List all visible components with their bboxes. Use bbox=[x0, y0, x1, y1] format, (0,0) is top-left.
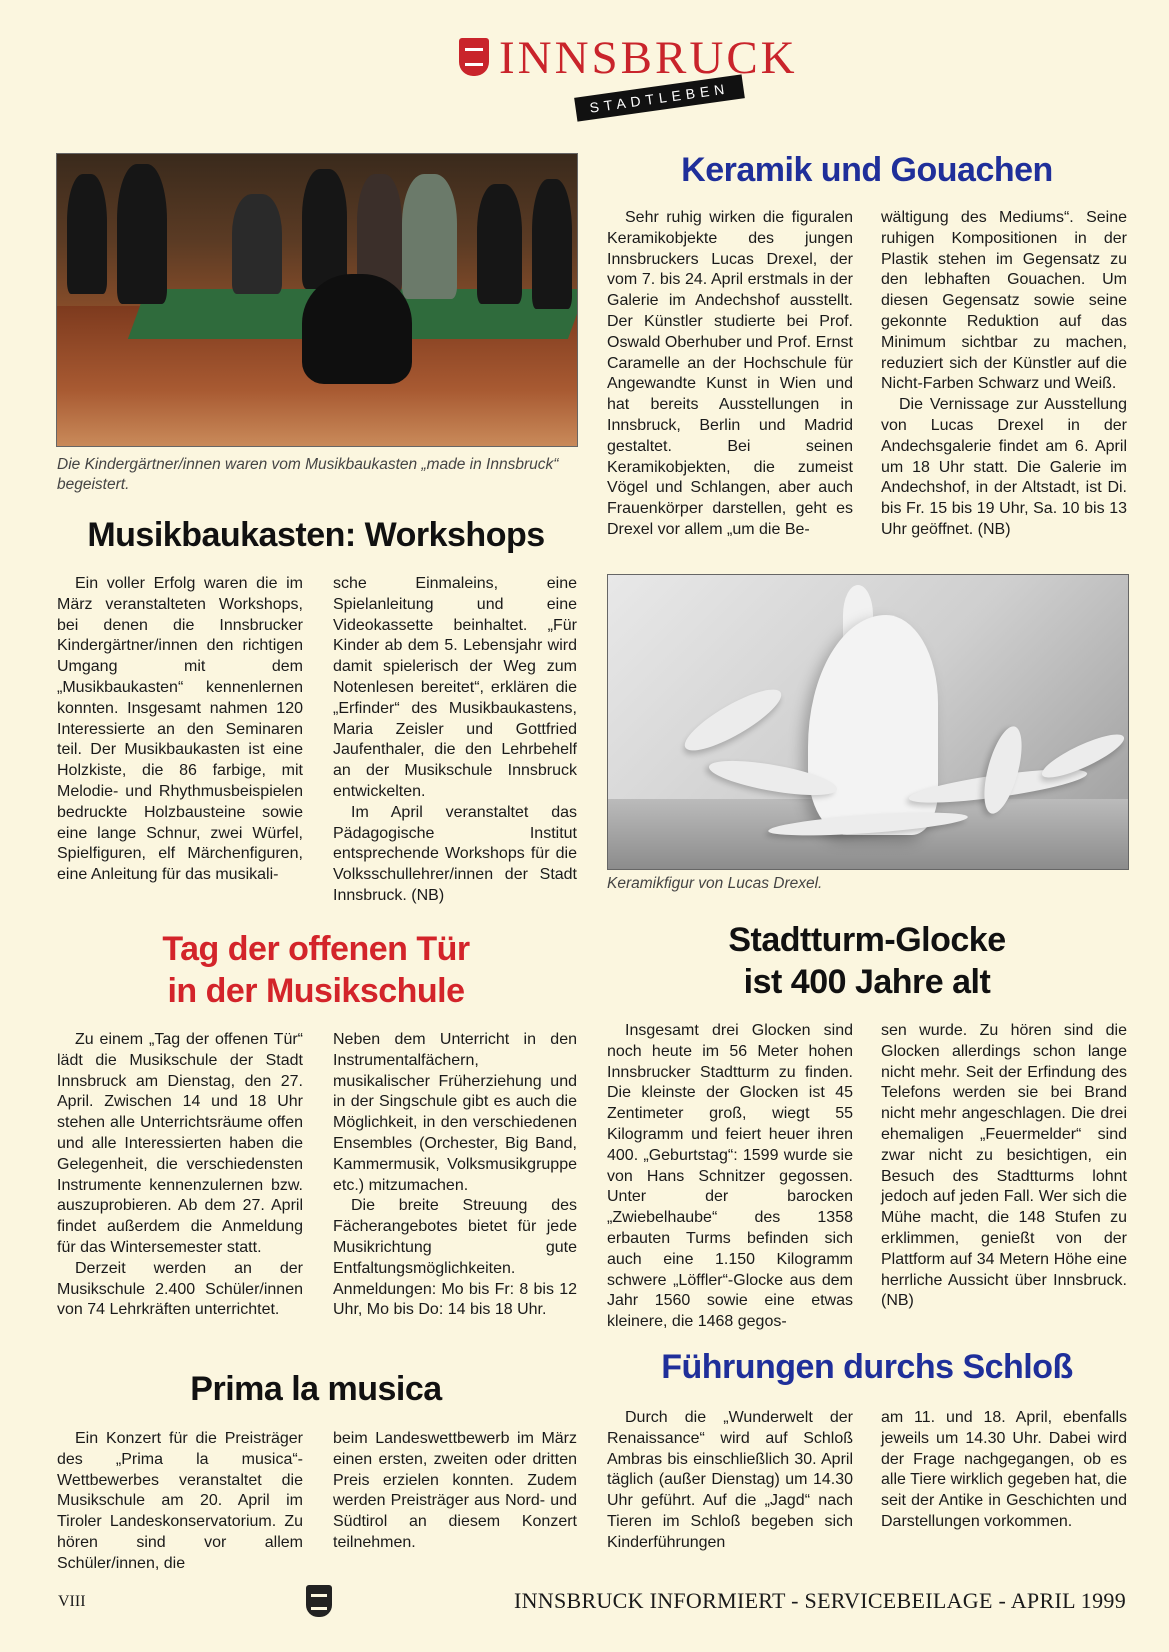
workshop-photo bbox=[56, 153, 578, 447]
schloss-paragraph: Durch die „Wunderwelt der Renaissance“ wird auf Schloß Ambras bis einschließlich 30. April täglich (außer Dienstag) um 14.30 Uhr geführt. Auf die „Jagd“ nach Tieren im Schloß begeben sich Kinderführungen bbox=[607, 1409, 853, 1551]
publication-footer: INNSBRUCK INFORMIERT - SERVICEBEILAGE - APRIL 1999 bbox=[513, 1588, 1126, 1613]
prima-headline: Prima la musica bbox=[190, 1370, 442, 1408]
stadtturm-column-1 bbox=[607, 1021, 853, 1333]
keramik-paragraph: Sehr ruhig wirken die figuralen Keramikobjekte des jungen Innsbruckers Lucas Drexel, der vom 7. bis 24. April erstmals in der Galerie im Andechshof ausstellt. Der Künstler studierte bei Prof. Oswald Oberhuber und Prof. Ernst Caramelle an der Hochschule für Angewandte Kunst in Wien und hat bereits Ausstellungen in Innsbruck, Berlin und Madrid gestaltet. Bei seinen Keramikobjekten, die zumeist Vögel und Schlangen, aber auch Frauenkörper darstellen, geht es Drexel vor allem „um die Be- bbox=[607, 209, 853, 538]
musikbaukasten-paragraph: sche Einmaleins, eine Spielanleitung und eine Videokassette beinhaltet. „Für Kinder ab dem 5. Lebensjahr wird damit spielerisch der Weg zum Notenlesen bereitet“, erklären die „Erfinder“ des Musikbaukastens, Maria Zeisler und Gottfried Jaufenthaler, die den Lehrbehelf an der Musikschule Innsbruck entwickelten. bbox=[333, 575, 577, 800]
stadtturm-paragraph: sen wurde. Zu hören sind die Glocken allerdings schon lange nicht mehr. Seit der Erfindung des Telefons werden sie bei Brand nicht mehr angeschlagen. Die drei ehemaligen „Feuermelder“ sind zwar nicht zu besichtigen, ein Besuch des Stadtturms lohnt jedoch auf jeden Fall. Wer sich die Mühe macht, die 148 Stufen zu erklimmen, genießt von der Plattform auf 34 Metern Höhe eine herrliche Aussicht über Innsbruck. (NB) bbox=[881, 1022, 1127, 1310]
masthead-subtitle: STADTLEBEN bbox=[574, 74, 744, 121]
stadtturm-column-2 bbox=[881, 1021, 1127, 1312]
musikschule-paragraph: Zu einem „Tag der offenen Tür“ lädt die Musikschule der Stadt Innsbruck am Dienstag, den 27. April. Zwischen 14 und 18 Uhr stehen alle Unterrichtsräume offen und alle Interessierten haben die Gelegenheit, die verschiedensten Instrumente kennenzulernen bzw. auszuprobieren. Ab dem 27. April findet außerdem die Anmeldung für das Wintersemester statt. bbox=[57, 1031, 303, 1256]
innsbruck-crest-icon bbox=[459, 38, 489, 76]
musikschule-paragraph: Die breite Streuung des Fächerangebotes bietet für jede Musikrichtung gute Entfaltungsmöglichkeiten. Anmeldungen: Mo bis Fr: 8 bis 12 Uhr, Mo bis Do: 14 bis 18 Uhr. bbox=[333, 1197, 577, 1319]
stadtturm-headline-line-2: ist 400 Jahre alt bbox=[743, 963, 991, 1001]
musikschule-headline-line-1: Tag der offenen Tür bbox=[162, 930, 470, 968]
musikbaukasten-column-2 bbox=[333, 574, 577, 907]
masthead-title: INNSBRUCK bbox=[499, 32, 798, 84]
schloss-headline: Führungen durchs Schloß bbox=[661, 1348, 1073, 1386]
keramik-column-1 bbox=[607, 208, 853, 541]
prima-paragraph: Ein Konzert für die Preisträger des „Prima la musica“-Wettbewerbes veranstaltet die Musikschule am 20. April im Tiroler Landeskonservatorium. Zu hören sind vor allem Schüler/innen, die bbox=[57, 1430, 303, 1572]
keramik-paragraph: Die Vernissage zur Ausstellung von Lucas Drexel in der Andechsgalerie findet am 6. April um 18 Uhr statt. Die Galerie im Andechshof, in der Altstadt, ist Di. bis Fr. 15 bis 19 Uhr, Sa. 10 bis 13 Uhr geöffnet. (NB) bbox=[881, 396, 1127, 538]
musikschule-column-2 bbox=[333, 1030, 577, 1321]
musikschule-column-1 bbox=[57, 1030, 303, 1321]
musikschule-paragraph: Neben dem Unterricht in den Instrumentalfächern, musikalischer Früherziehung und in der Singschule gibt es auch die Möglichkeit, in den verschiedenen Ensembles (Orchester, Big Band, Kammermusik, Volksmusikgruppe etc.) mitzumachen. bbox=[333, 1031, 577, 1194]
keramik-headline: Keramik und Gouachen bbox=[681, 151, 1053, 189]
ceramic-photo-caption: Keramikfigur von Lucas Drexel. bbox=[607, 875, 823, 892]
keramik-paragraph: wältigung des Mediums“. Seine ruhigen Kompositionen in der Plastik stehen im Gegensatz zu den lebhaften Gouachen. Um diesen Gegensatz sowie seine gekonnte Reduktion auf das Minimum sichtbar zu machen, reduziert sich der Künstler auf die Nicht-Farben Schwarz und Weiß. bbox=[881, 209, 1127, 393]
stadtturm-headline bbox=[607, 919, 1127, 1003]
footer-crest-icon bbox=[306, 1585, 332, 1617]
musikbaukasten-column-1 bbox=[57, 574, 303, 886]
musikschule-paragraph: Derzeit werden an der Musikschule 2.400 Schüler/innen von 74 Lehrkräften unterrichtet. bbox=[57, 1259, 303, 1319]
schloss-paragraph: am 11. und 18. April, ebenfalls jeweils um 14.30 Uhr. Dabei wird der Frage nachgegangen, ob es alle Tiere wirklich gegeben hat, die seit der Antike in Geschichten und Darstellungen vorkommen. bbox=[881, 1409, 1127, 1530]
schloss-column-2 bbox=[881, 1408, 1127, 1533]
musikschule-headline-line-2: in der Musikschule bbox=[167, 972, 465, 1010]
stadtturm-paragraph: Insgesamt drei Glocken sind noch heute im 56 Meter hohen Innsbrucker Stadtturm zu finden. Die kleinste der Glocken ist 45 Zentimeter groß, wiegt 55 Kilogramm und feiert heuer ihren 400. „Geburtstag“: 1599 wurde sie von Hans Schnitzer gegossen. Unter der barocken „Zwiebelhaube“ des 1358 erbauten Turms befinden sich auch eine 1.150 Kilogramm schwere „Löffler“-Glocke aus dem Jahr 1560 sowie eine etwas kleinere, die 1468 gegos- bbox=[607, 1022, 853, 1331]
page-number: VIII bbox=[58, 1593, 86, 1610]
musikbaukasten-paragraph: Ein voller Erfolg waren die im März veranstalteten Workshops, bei denen die Innsbrucker Kindergärtner/innen den richtigen Umgang mit dem „Musikbaukasten“ kennenlernen konnten. Insgesamt nahmen 120 Interessierte an den Seminaren teil. Der Musikbaukasten ist eine Holzkiste, die 86 farbige, mit Melodie- und Rhythmusbeispielen bedruckte Holzbausteine sowie eine lange Schnur, zwei Würfel, Spielfiguren, elf Märchenfiguren, eine Anleitung für das musikali- bbox=[57, 575, 303, 884]
stadtturm-headline-line-1: Stadtturm-Glocke bbox=[728, 921, 1006, 959]
musikbaukasten-paragraph: Im April veranstaltet das Pädagogische Institut entsprechende Workshops für die Volksschullehrer/innen der Stadt Innsbruck. (NB) bbox=[333, 803, 577, 904]
ceramic-figure-photo bbox=[607, 574, 1129, 870]
masthead bbox=[455, 30, 798, 120]
prima-column-2 bbox=[333, 1429, 577, 1554]
prima-paragraph: beim Landeswettbewerb im März einen ersten, zweiten oder dritten Preis erzielen konnten. Zudem werden Preisträger aus Nord- und Südtirol an diesem Konzert teilnehmen. bbox=[333, 1430, 577, 1551]
workshop-photo-caption: Die Kindergärtner/innen waren vom Musikbaukasten „made in Innsbruck“ begeistert. bbox=[57, 456, 559, 493]
keramik-column-2 bbox=[881, 208, 1127, 541]
schloss-column-1 bbox=[607, 1408, 853, 1554]
prima-column-1 bbox=[57, 1429, 303, 1575]
musikbaukasten-headline: Musikbaukasten: Workshops bbox=[87, 516, 545, 554]
musikschule-headline bbox=[56, 928, 576, 1012]
